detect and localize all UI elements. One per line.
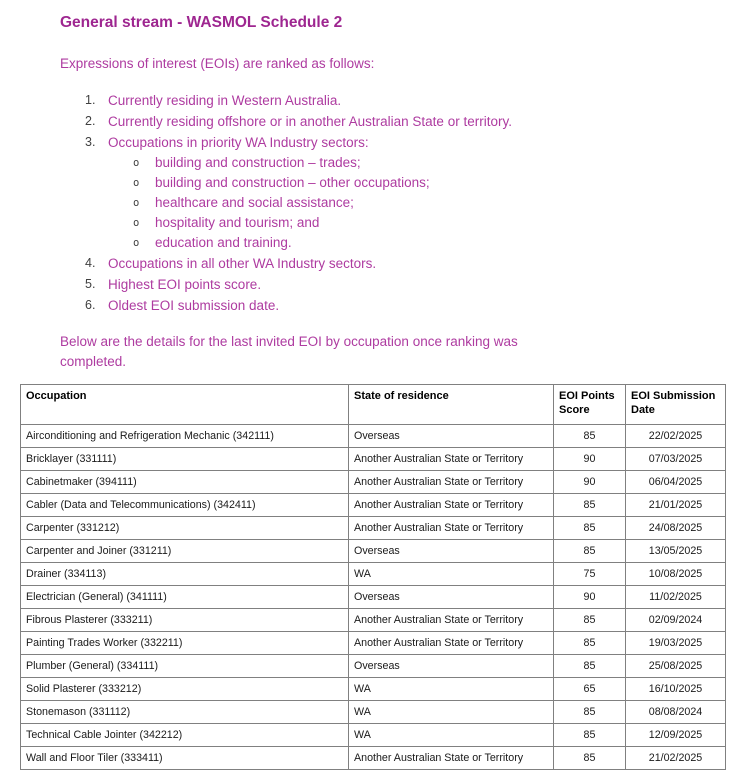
circle-bullet-marker: o (133, 157, 140, 169)
column-header: Occupation (21, 385, 349, 425)
ranking-subitem-label: hospitality and tourism; and (155, 215, 320, 230)
ranking-item-label: Occupations in all other WA Industry sectors. (108, 256, 377, 271)
intro-paragraph: Expressions of interest (EOIs) are ranked as follows: (60, 56, 375, 71)
ranking-item-label: Currently residing offshore or in another Australian State or territory. (108, 114, 512, 129)
table-cell: 21/01/2025 (626, 494, 726, 517)
list-number-marker: 1. (85, 93, 96, 107)
table-row (21, 425, 726, 448)
table-cell: 22/02/2025 (626, 425, 726, 448)
ranking-item-body (108, 111, 739, 132)
table-cell: Another Australian State or Territory (349, 609, 554, 632)
table-cell: 24/08/2025 (626, 517, 726, 540)
table-cell: 10/08/2025 (626, 563, 726, 586)
table-cell: Overseas (349, 425, 554, 448)
table-row (21, 655, 726, 678)
table-cell: Cabinetmaker (394111) (21, 471, 349, 494)
table-row (21, 678, 726, 701)
table-cell: 25/08/2025 (626, 655, 726, 678)
ranking-list (60, 90, 739, 316)
table-row (21, 494, 726, 517)
ranking-item-label: Occupations in priority WA Industry sectors: (108, 135, 369, 150)
table-cell: Technical Cable Jointer (342212) (21, 724, 349, 747)
table-cell: Carpenter (331212) (21, 517, 349, 540)
ranking-item-label: Currently residing in Western Australia. (108, 93, 342, 108)
list-number-marker: 2. (85, 114, 96, 128)
ranking-subitem (133, 193, 739, 213)
ranking-item (60, 90, 739, 111)
table-row (21, 540, 726, 563)
table-cell: Overseas (349, 655, 554, 678)
table-row (21, 471, 726, 494)
table-cell: Plumber (General) (334111) (21, 655, 349, 678)
table-cell: 90 (554, 471, 626, 494)
table-row (21, 724, 726, 747)
table-cell: Airconditioning and Refrigeration Mechanic (342111) (21, 425, 349, 448)
ranking-item-body (108, 132, 739, 253)
table-row (21, 701, 726, 724)
ranking-subitem (133, 233, 739, 253)
table-cell: 08/08/2024 (626, 701, 726, 724)
table-cell: 75 (554, 563, 626, 586)
eoi-table-head (21, 385, 726, 425)
table-row (21, 517, 726, 540)
table-cell: Another Australian State or Territory (349, 494, 554, 517)
table-cell: Fibrous Plasterer (333211) (21, 609, 349, 632)
circle-bullet-marker: o (133, 177, 140, 189)
below-paragraph: Below are the details for the last invited EOI by occupation once ranking was completed. (60, 334, 518, 369)
table-cell: 12/09/2025 (626, 724, 726, 747)
table-cell: Wall and Floor Tiler (333411) (21, 747, 349, 770)
table-cell: 11/02/2025 (626, 586, 726, 609)
table-cell: 65 (554, 678, 626, 701)
ranking-item-label: Oldest EOI submission date. (108, 298, 280, 313)
table-row (21, 448, 726, 471)
eoi-table (20, 384, 726, 770)
table-cell: 16/10/2025 (626, 678, 726, 701)
table-cell: 90 (554, 448, 626, 471)
column-header: State of residence (349, 385, 554, 425)
table-cell: WA (349, 678, 554, 701)
table-cell: 85 (554, 701, 626, 724)
table-cell: Carpenter and Joiner (331211) (21, 540, 349, 563)
ranking-subitem-label: healthcare and social assistance; (155, 195, 354, 210)
list-number-marker: 5. (85, 277, 96, 291)
table-cell: Drainer (334113) (21, 563, 349, 586)
table-row (21, 632, 726, 655)
table-cell: 07/03/2025 (626, 448, 726, 471)
table-cell: Solid Plasterer (333212) (21, 678, 349, 701)
table-cell: 85 (554, 425, 626, 448)
header-row (21, 385, 726, 425)
ranking-item-body (108, 295, 739, 316)
ranking-item (60, 111, 739, 132)
ranking-item-body (108, 274, 739, 295)
ranking-subitem (133, 213, 739, 233)
ranking-item (60, 253, 739, 274)
table-row (21, 609, 726, 632)
table-row (21, 586, 726, 609)
document-page (0, 14, 739, 770)
table-cell: Painting Trades Worker (332211) (21, 632, 349, 655)
ranking-subitem-label: education and training. (155, 235, 292, 250)
table-cell: Another Australian State or Territory (349, 747, 554, 770)
eoi-table-body (21, 425, 726, 770)
table-cell: 85 (554, 609, 626, 632)
table-cell: 19/03/2025 (626, 632, 726, 655)
table-cell: 85 (554, 540, 626, 563)
ranking-item-body (108, 90, 739, 111)
ranking-item-body (108, 253, 739, 274)
table-cell: 21/02/2025 (626, 747, 726, 770)
table-cell: Another Australian State or Territory (349, 448, 554, 471)
table-cell: Bricklayer (331111) (21, 448, 349, 471)
table-cell: 85 (554, 517, 626, 540)
table-cell: Overseas (349, 540, 554, 563)
table-cell: 02/09/2024 (626, 609, 726, 632)
table-row (21, 747, 726, 770)
circle-bullet-marker: o (133, 197, 140, 209)
table-cell: Cabler (Data and Telecommunications) (342411) (21, 494, 349, 517)
ranking-sublist (108, 153, 739, 253)
ranking-item (60, 274, 739, 295)
table-cell: Another Australian State or Territory (349, 632, 554, 655)
list-number-marker: 3. (85, 135, 96, 149)
table-cell: Stonemason (331112) (21, 701, 349, 724)
ranking-item (60, 132, 739, 253)
circle-bullet-marker: o (133, 237, 140, 249)
ranking-subitem-label: building and construction – other occupations; (155, 175, 430, 190)
list-number-marker: 6. (85, 298, 96, 312)
table-cell: 85 (554, 632, 626, 655)
list-number-marker: 4. (85, 256, 96, 270)
column-header: EOI Submission Date (626, 385, 726, 425)
table-cell: 13/05/2025 (626, 540, 726, 563)
table-cell: 90 (554, 586, 626, 609)
table-cell: 85 (554, 494, 626, 517)
page-title: General stream - WASMOL Schedule 2 (60, 14, 343, 31)
ranking-subitem-label: building and construction – trades; (155, 155, 361, 170)
ranking-item-label: Highest EOI points score. (108, 277, 262, 292)
table-cell: Overseas (349, 586, 554, 609)
table-row (21, 563, 726, 586)
ranking-subitem (133, 153, 739, 173)
table-cell: WA (349, 701, 554, 724)
table-cell: Another Australian State or Territory (349, 517, 554, 540)
table-cell: Electrician (General) (341111) (21, 586, 349, 609)
table-cell: WA (349, 563, 554, 586)
circle-bullet-marker: o (133, 217, 140, 229)
table-cell: 06/04/2025 (626, 471, 726, 494)
table-cell: Another Australian State or Territory (349, 471, 554, 494)
ranking-subitem (133, 173, 739, 193)
table-cell: 85 (554, 724, 626, 747)
table-cell: 85 (554, 747, 626, 770)
table-cell: WA (349, 724, 554, 747)
table-cell: 85 (554, 655, 626, 678)
ranking-item (60, 295, 739, 316)
column-header: EOI Points Score (554, 385, 626, 425)
